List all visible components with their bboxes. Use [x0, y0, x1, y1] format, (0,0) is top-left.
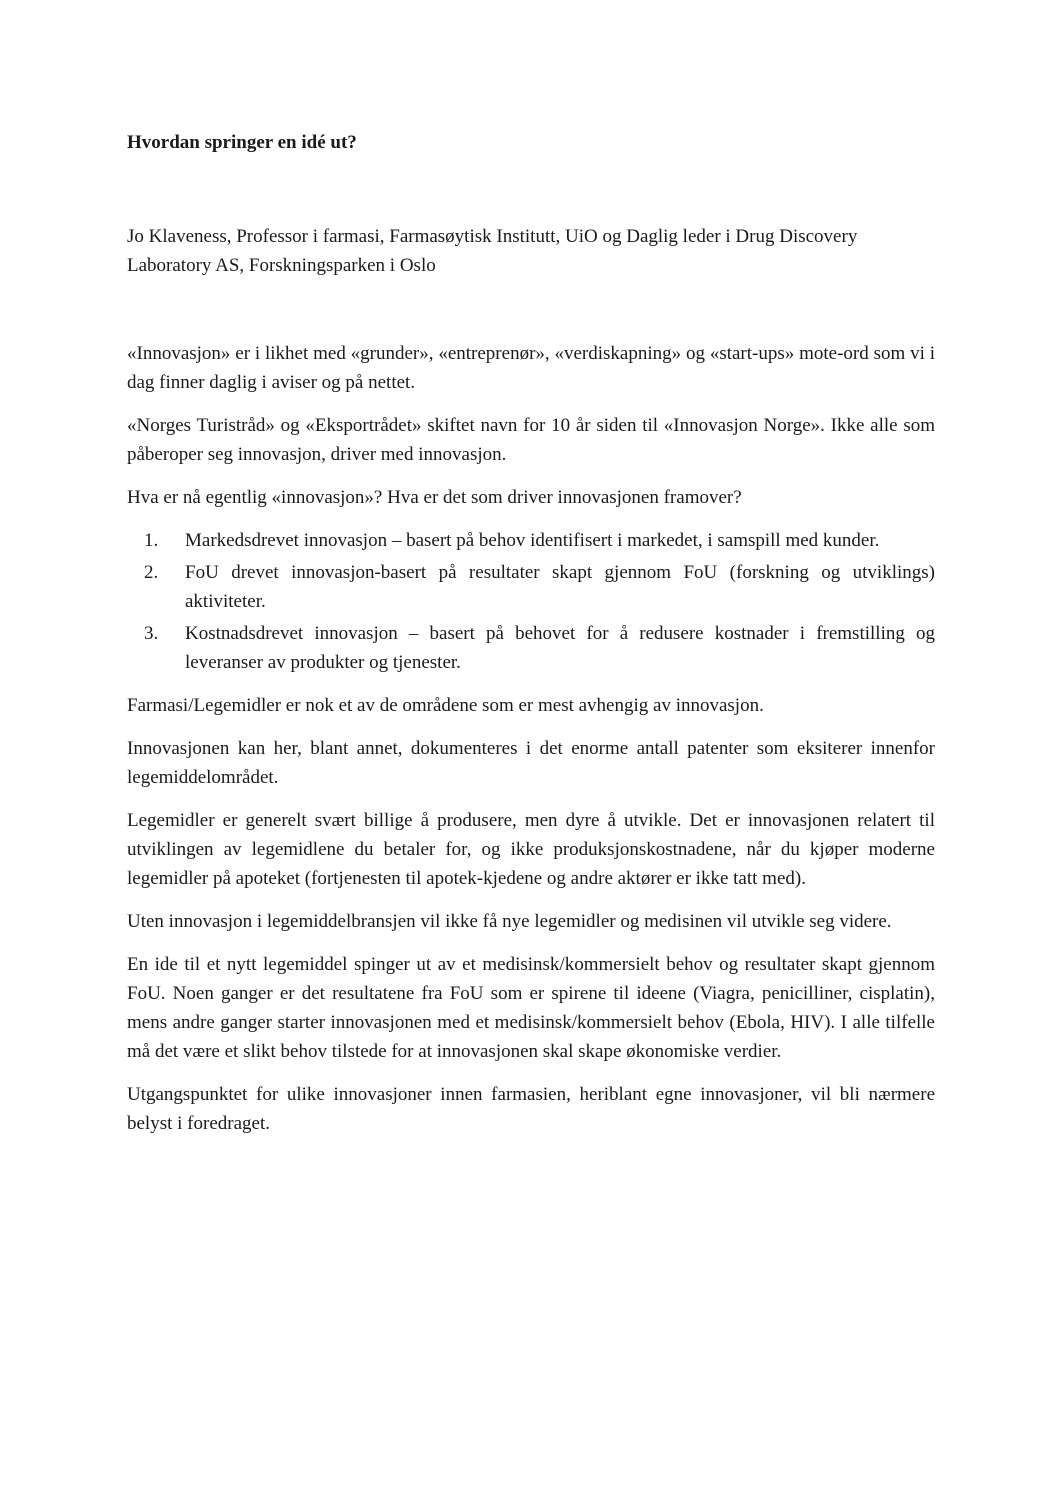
innovation-drivers-list: [127, 526, 935, 677]
list-item-number: 2.: [144, 562, 159, 583]
list-item-number: 3.: [144, 623, 159, 644]
list-item: [127, 558, 935, 616]
paragraph: Farmasi/Legemidler er nok et av de områdene som er mest avhengig av innovasjon.: [127, 695, 764, 716]
list-item: [127, 619, 935, 677]
paragraph: Uten innovasjon i legemiddelbransjen vil ikke få nye legemidler og medisinen vil utvikle seg videre.: [127, 911, 892, 932]
paragraph: Innovasjonen kan her, blant annet, dokumenteres i det enorme antall patenter som eksiterer innenfor legemiddelområdet.: [127, 738, 935, 788]
list-item-text: Kostnadsdrevet innovasjon – basert på behovet for å redusere kostnader i fremstilling og leveranser av produkter og tjenester.: [185, 623, 935, 673]
paragraph: Utgangspunktet for ulike innovasjoner innen farmasien, heriblant egne innovasjoner, vil bli nærmere belyst i foredraget.: [127, 1084, 935, 1134]
paragraph: «Innovasjon» er i likhet med «grunder», «entreprenør», «verdiskapning» og «start-ups» mote-ord som vi i dag finner daglig i aviser og på nettet.: [127, 343, 935, 393]
paragraph: Hva er nå egentlig «innovasjon»? Hva er det som driver innovasjonen framover?: [127, 487, 742, 508]
list-item-number: 1.: [144, 530, 159, 551]
list-item: [127, 526, 935, 555]
document-body: [127, 339, 935, 1152]
document-title: Hvordan springer en idé ut?: [127, 132, 357, 153]
paragraph: En ide til et nytt legemiddel spinger ut av et medisinsk/kommersielt behov og resultater skapt gjennom FoU. Noen ganger er det resultatene fra FoU som er spirene til ideene (Viagra, penicilliner, cisplatin), mens andre ganger starter innovasjonen med et medisinsk/kommersielt behov (Ebola, HIV). I alle tilfelle må det være et slikt behov tilstede for at innovasjonen skal skape økonomiske verdier.: [127, 954, 935, 1062]
list-item-text: FoU drevet innovasjon-basert på resultater skapt gjennom FoU (forskning og utviklings) aktiviteter.: [185, 562, 935, 612]
paragraph: Legemidler er generelt svært billige å produsere, men dyre å utvikle. Det er innovasjonen relatert til utviklingen av legemidlene du betaler for, og ikke produksjonskostnadene, når du kjøper moderne legemidler på apoteket (fortjenesten til apotek-kjedene og andre aktører er ikke tatt med).: [127, 810, 935, 889]
list-item-text: Markedsdrevet innovasjon – basert på behov identifisert i markedet, i samspill med kunder.: [185, 530, 880, 551]
paragraph: «Norges Turistråd» og «Eksportrådet» skiftet navn for 10 år siden til «Innovasjon Norge». Ikke alle som påberoper seg innovasjon, driver med innovasjon.: [127, 415, 935, 465]
author-line: Jo Klaveness, Professor i farmasi, Farmasøytisk Institutt, UiO og Daglig leder i Drug Discovery Laboratory AS, Forskningsparken i Oslo: [127, 226, 858, 276]
